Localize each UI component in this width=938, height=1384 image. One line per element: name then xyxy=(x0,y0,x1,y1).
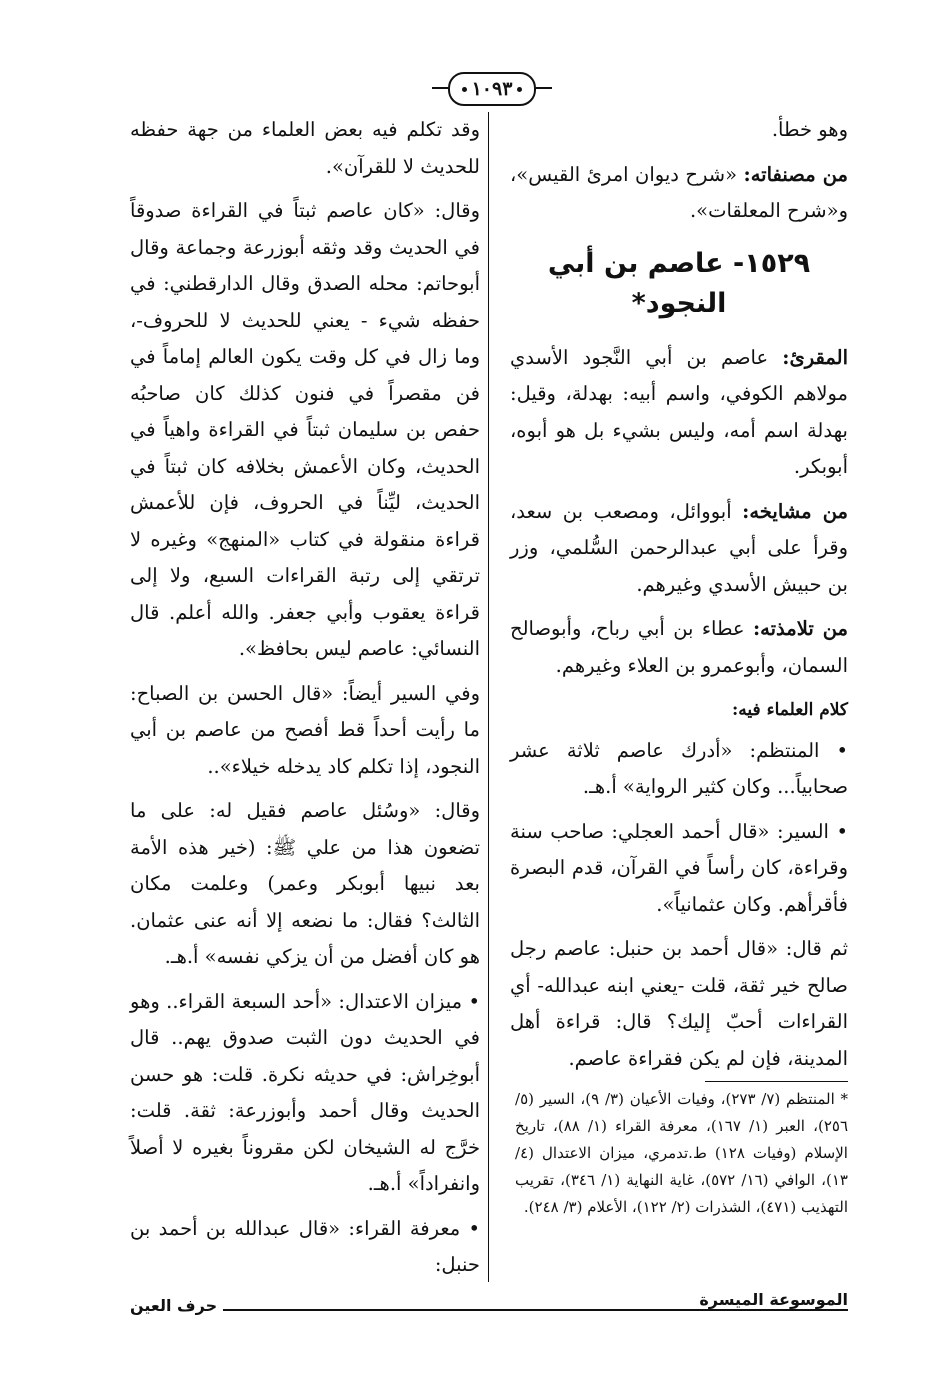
paragraph: وقال: «وسُئل عاصم فقيل له: على ما تضعون هذا من علي ﷺ: (خير هذه الأمة بعد نبيها أبوبكر وعمر) وعلمت مكان الثالث؟ فقال: ما نضعه إلا أنه عنى عثمان. هو كان أفضل من أن يزكي نفسه» أ.هـ. xyxy=(130,799,480,968)
section-label: من تلامذته: xyxy=(752,617,848,640)
left-column xyxy=(130,112,480,1284)
footnote: * المنتظم (٧/ ٢٧٣)، وفيات الأعيان (٣/ ٩)، السير (٥/ ٢٥٦)، العبر (١/ ١٦٧)، معرفة القراء (١/ ٨٨)، تاريخ الإسلام (وفيات ١٢٨) ط.تدمري، ميزان الاعتدال (٤/ ١٣)، الوافي (١٦/ ٥٧٢)، غاية النهاية (١/ ٣٤٦)، تقريب التهذيب (٤٧١)، الشذرات (٢/ ١٢٢)، الأعلام (٣/ ٢٤٨). xyxy=(515,1090,849,1216)
footnote-rule xyxy=(705,1081,848,1082)
paragraph: • السير: «قال أحمد العجلي: صاحب سنة وقراءة، كان رأساً في القرآن، قدم البصرة فأقرأهم. وكان عثمانياً». xyxy=(510,819,848,916)
footer-book-title: الموسوعة الميسرة xyxy=(693,1290,848,1309)
footer-rule xyxy=(130,1309,848,1311)
dot-decoration xyxy=(462,87,467,92)
paragraph xyxy=(510,494,848,604)
section-label: المقرئ: xyxy=(782,345,848,369)
page-number-badge xyxy=(448,72,536,106)
paragraph: • معرفة القراء: «قال عبدالله بن أحمد بن حنبل: xyxy=(130,1216,480,1276)
paragraph: وفي السير أيضاً: «قال الحسن بن الصباح: ما رأيت أحداً قط أفصح من عاصم بن أبي النجود، إذا تكلم كاد يدخله خيلاء».. xyxy=(130,681,480,778)
paragraph xyxy=(510,157,848,230)
paragraph: ثم قال: «قال أحمد بن حنبل: عاصم رجل صالح خير ثقة، قلت -يعني ابنه عبدالله- أي القراءات أحبّ إليك؟ قال: قراءة أهل المدينة، فإن لم يكن فقراءة عاصم. xyxy=(510,937,848,1070)
paragraph-text: عطاء بن أبي رباح، وأبوصالح السمان، وأبوعمرو بن العلاء وغيرهم. xyxy=(510,617,848,677)
paragraph: وقد تكلم فيه بعض العلماء من جهة حفظه للحديث لا للقرآن». xyxy=(130,118,480,178)
section-label: من مشايخه: xyxy=(742,499,848,523)
page-number: ١٠٩٣ xyxy=(471,78,513,100)
paragraph xyxy=(510,340,848,486)
entry-title: ١٥٢٩- عاصم بن أبي النجود* xyxy=(547,247,811,319)
footer-section-title: حرف العين xyxy=(130,1296,223,1315)
paragraph-text: أبووائل، ومصعب بن سعد، وقرأ على أبي عبدالرحمن السُّلمي، وزر بن حبيش الأسدي وغيرهم. xyxy=(510,499,848,596)
column-divider xyxy=(488,112,489,1282)
right-column xyxy=(510,112,848,1085)
paragraph: • المنتظم: «أدرك عاصم ثلاثة عشر صحابياً... وكان كثير الرواية» أ.هـ. xyxy=(510,738,848,798)
dot-decoration xyxy=(517,87,522,92)
paragraph-text: عاصم بن أبي النَّجود الأسدي مولاهم الكوفي، واسم أبيه: بهدلة، وقيل: بهدلة اسم أمه، وليس بشيء بل هو أبوه، أبوبكر. xyxy=(510,345,848,478)
subheading: كلام العلماء فيه: xyxy=(732,700,848,720)
section-label: من مصنفاته: xyxy=(743,162,848,186)
paragraph-text: «شرح ديوان امرئ القيس»، و«شرح المعلقات». xyxy=(510,162,848,222)
paragraph xyxy=(510,611,848,684)
paragraph: وقال: «كان عاصم ثبتاً في القراءة صدوقاً في الحديث وقد وثقه أبوزرعة وجماعة وقال أبوحاتم: محله الصدق وقال الدارقطني: في حفظه شيء - يعني للحديث لا للحروف-، وما زال في كل وقت يكون العالم إماماً في فن مقصراً في فنون كذلك كان صاحبُه حفص بن سليمان ثبتاً في القراءة واهياً في الحديث، وكان الأعمش بخلافه كان ثبتاً في الحديث، ليِّناً في الحروف، فإن للأعمش قراءة منقولة في كتاب «المنهج» وغيره لا ترتقي إلى رتبة القراءات السبع، ولا إلى قراءة يعقوب وأبي جعفر. والله أعلم. قال النسائي: عاصم ليس بحافظ». xyxy=(130,199,480,660)
paragraph: وهو خطأ. xyxy=(771,118,848,141)
paragraph: • ميزان الاعتدال: «أحد السبعة القراء.. وهو في الحديث دون الثبت صدوق يهم.. قال أبوخِراش: في حديثه نكرة. قلت: هو حسن الحديث وقال أحمد وأبوزرعة: ثقة. قلت: خرَّج له الشيخان لكن مقروناً بغيره لا أصلاً وانفراداً» أ.هـ. xyxy=(130,989,480,1195)
